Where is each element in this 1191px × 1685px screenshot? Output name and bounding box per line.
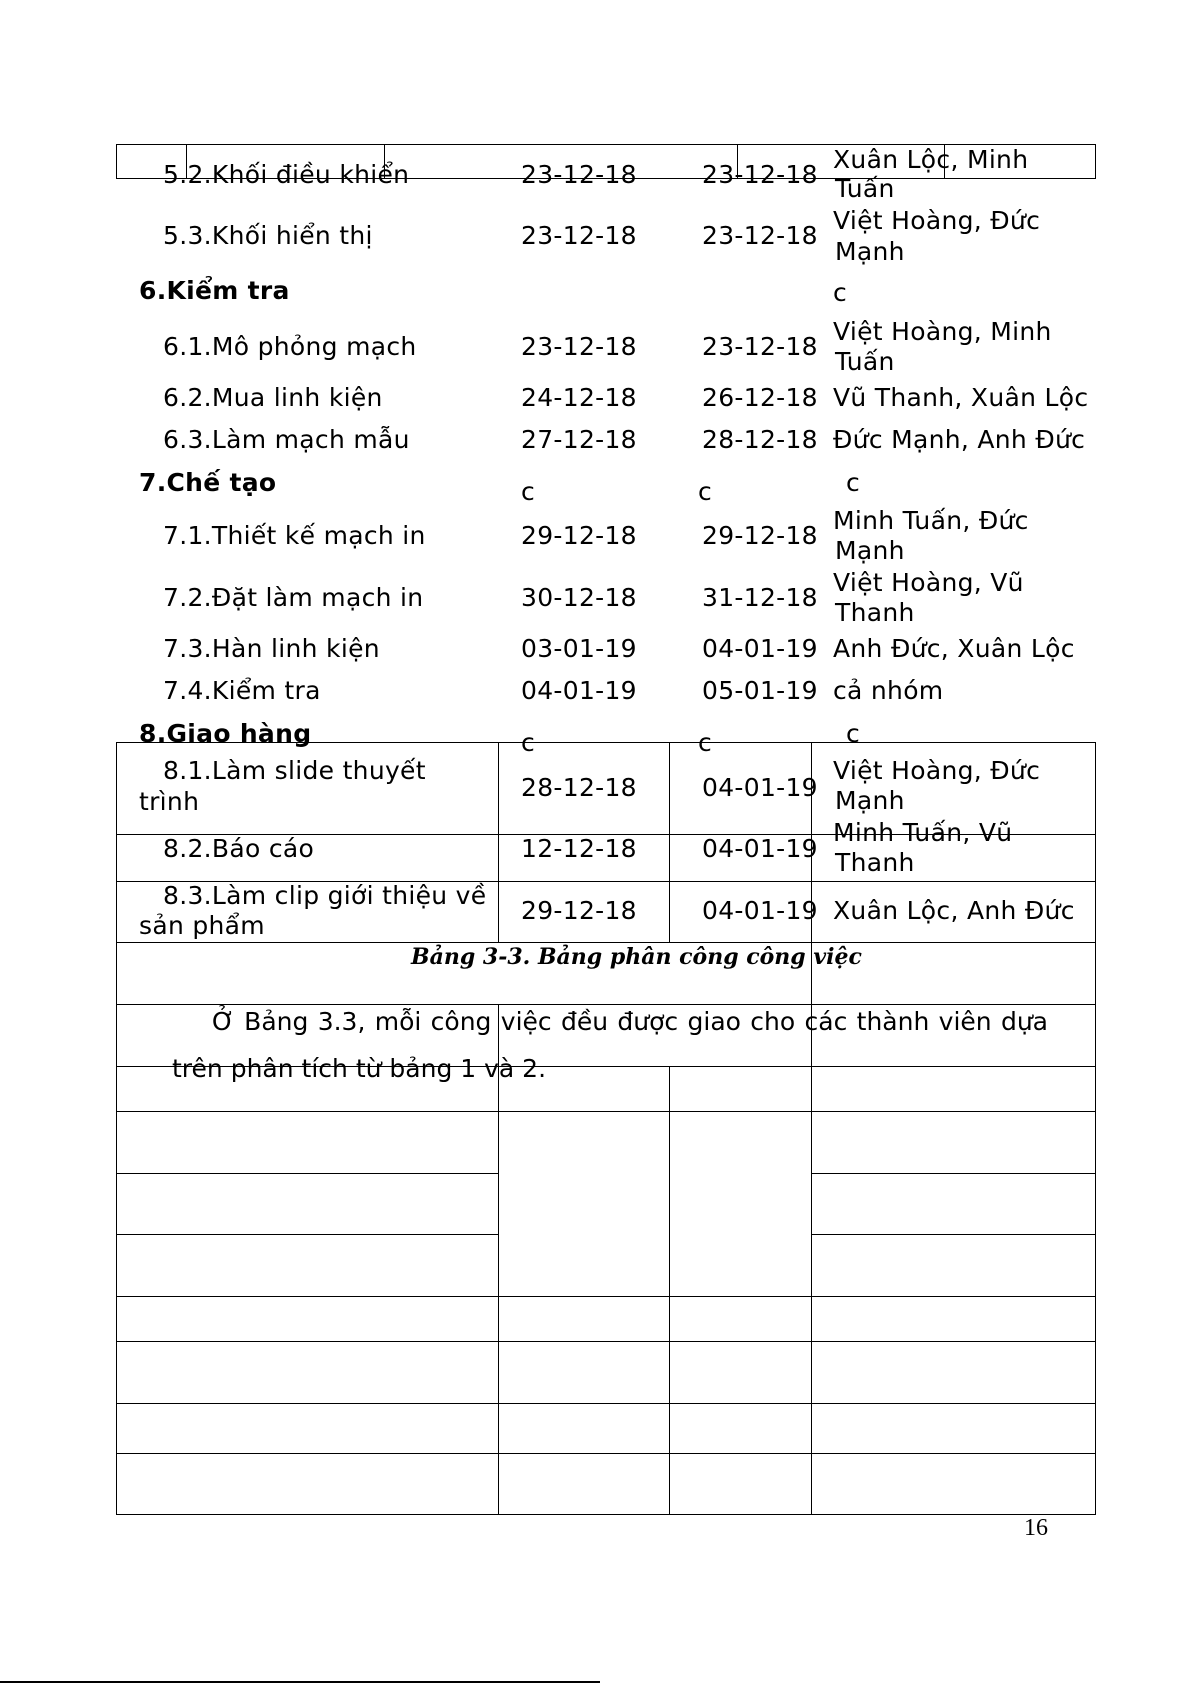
end-date: 23-12-18 [702,160,818,189]
task-name-cont: sản phẩm [139,911,265,940]
start-date: 30-12-18 [521,583,637,612]
task-name: 7.4.Kiểm tra [163,676,321,705]
assignee-c: c [833,278,848,307]
task-name: 5.3.Khối hiển thị [163,221,373,250]
end-date: 04-01-19 [702,834,818,863]
start-date: 03-01-19 [521,634,637,663]
assignee-line: Mạnh [835,237,905,266]
task-name: 6.1.Mô phỏng mạch [163,332,417,361]
start-date: 29-12-18 [521,896,637,925]
task-name: 8.3.Làm clip giới thiệu về [163,881,487,910]
start-date: 27-12-18 [521,425,637,454]
task-name: 7.1.Thiết kế mạch in [163,521,426,550]
body-paragraph: Ở Bảng 3.3, mỗi công việc đều được giao cho các thành viên dựa trên phân tích từ bảng 1 và 2. [172,1007,1048,1083]
assignee-line: Đức Mạnh, Anh Đức [833,425,1086,454]
start-date: 12-12-18 [521,834,637,863]
assignee-c: c [846,719,861,748]
end-date: 26-12-18 [702,383,818,412]
assignee-line: Minh Tuấn, Đức [833,506,1029,535]
task-name: 8.2.Báo cáo [163,834,315,863]
start-c: c [521,477,536,506]
task-name: 7.2.Đặt làm mạch in [163,583,424,612]
table-caption: Bảng 3-3. Bảng phân công công việc [411,944,862,970]
assignee-line: Vũ Thanh, Xuân Lộc [833,383,1089,412]
assignee-line: Việt Hoàng, Vũ [833,568,1024,597]
start-date: 23-12-18 [521,332,637,361]
assignee-line: Mạnh [835,786,905,815]
assignee-line: Việt Hoàng, Đức [833,756,1041,785]
assignee-line: cả nhóm [833,676,944,705]
assignee-line: Tuấn [835,174,895,203]
section-title: 6.Kiểm tra [139,276,290,305]
assignee-c: c [846,468,861,497]
end-date: 04-01-19 [702,634,818,663]
assignee-line: Minh Tuấn, Vũ [833,818,1013,847]
end-date: 31-12-18 [702,583,818,612]
task-name-cont: trình [139,787,200,816]
section-title: 8.Giao hàng [139,719,312,748]
end-date: 04-01-19 [702,773,818,802]
task-name: 7.3.Hàn linh kiện [163,634,380,663]
start-date: 28-12-18 [521,773,637,802]
assignee-line: Anh Đức, Xuân Lộc [833,634,1075,663]
start-date: 29-12-18 [521,521,637,550]
end-date: 23-12-18 [702,221,818,250]
task-name: 8.1.Làm slide thuyết [163,756,426,785]
assignee-line: Việt Hoàng, Đức [833,206,1041,235]
task-name: 6.3.Làm mạch mẫu [163,425,410,454]
assignee-line: Thanh [835,848,915,877]
end-date: 23-12-18 [702,332,818,361]
assignee-line: Tuấn [835,347,895,376]
end-c: c [698,728,713,757]
assignee-line: Xuân Lộc, Minh [833,145,1029,174]
task-name: 6.2.Mua linh kiện [163,383,383,412]
start-date: 24-12-18 [521,383,637,412]
section-title: 7.Chế tạo [139,468,277,497]
start-date: 04-01-19 [521,676,637,705]
task-name: 5.2.Khối điều khiển [163,160,410,189]
page-number: 16 [1024,1515,1048,1541]
start-date: 23-12-18 [521,221,637,250]
start-c: c [521,728,536,757]
assignee-line: Việt Hoàng, Minh [833,317,1052,346]
end-c: c [698,477,713,506]
assignee-line: Xuân Lộc, Anh Đức [833,896,1075,925]
assignee-line: Thanh [835,598,915,627]
end-date: 04-01-19 [702,896,818,925]
end-date: 05-01-19 [702,676,818,705]
end-date: 29-12-18 [702,521,818,550]
assignee-line: Mạnh [835,536,905,565]
start-date: 23-12-18 [521,160,637,189]
bottom-rule [0,1681,600,1683]
end-date: 28-12-18 [702,425,818,454]
